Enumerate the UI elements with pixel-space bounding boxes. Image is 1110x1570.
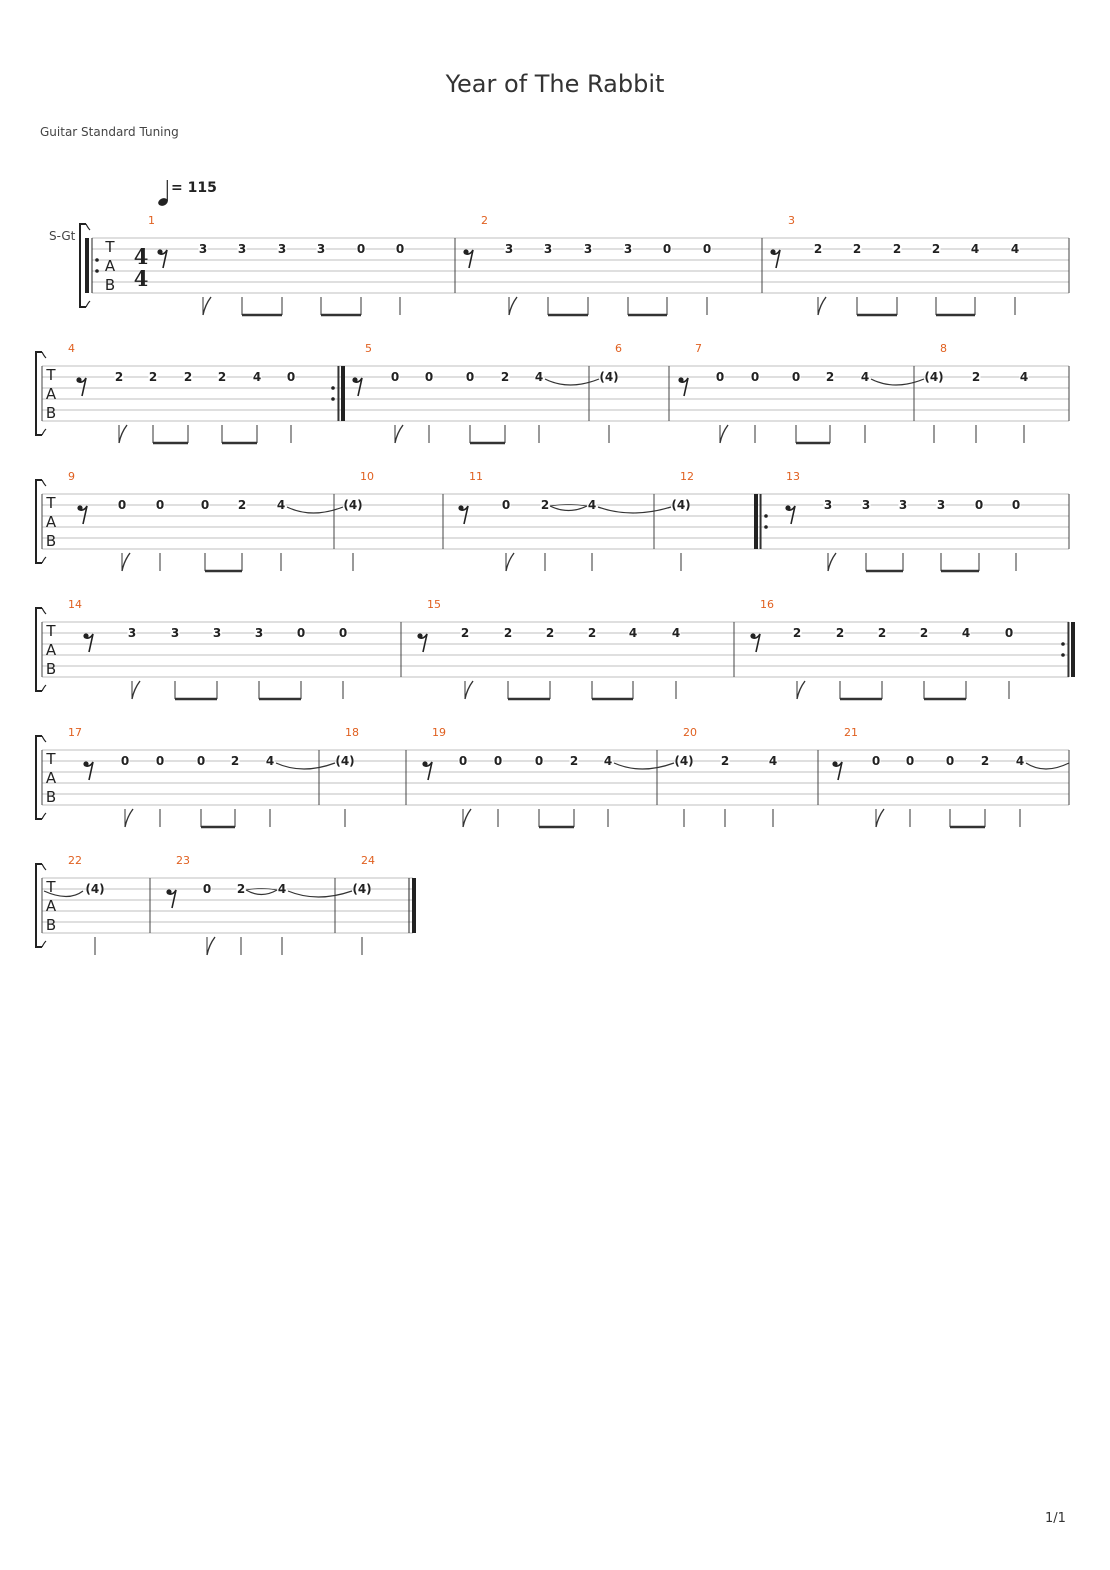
- fret-number: 2: [569, 754, 579, 768]
- fret-number: 0: [202, 882, 212, 896]
- tie-arc: [287, 507, 343, 513]
- measure-number: 10: [360, 470, 374, 483]
- measure-number: 13: [786, 470, 800, 483]
- score-title: Year of The Rabbit: [445, 70, 665, 98]
- fret-number: 2: [230, 754, 240, 768]
- fret-number: 2: [148, 370, 158, 384]
- system-bracket: [36, 864, 42, 947]
- fret-number: 0: [1011, 498, 1021, 512]
- measure-number: 9: [68, 470, 75, 483]
- fret-number: 3: [936, 498, 946, 512]
- tied-fret-number: (4): [674, 754, 694, 768]
- bracket-hook-bottom: [42, 941, 46, 947]
- time-signature-numerator: 4: [133, 244, 149, 269]
- fret-number: 4: [603, 754, 613, 768]
- fret-number: 3: [623, 242, 633, 256]
- fret-number: 0: [871, 754, 881, 768]
- fret-number: 4: [276, 498, 286, 512]
- fret-number: 2: [540, 498, 550, 512]
- measure-number: 18: [345, 726, 359, 739]
- measure-number: 19: [432, 726, 446, 739]
- bracket-hook-top: [42, 352, 46, 358]
- fret-number: 3: [898, 498, 908, 512]
- eighth-rest: [417, 633, 427, 652]
- measure-number: 11: [469, 470, 483, 483]
- fret-number: 0: [750, 370, 760, 384]
- eighth-rest: [352, 377, 362, 396]
- fret-number: 0: [117, 498, 127, 512]
- fret-number: 3: [823, 498, 833, 512]
- fret-number: 3: [277, 242, 287, 256]
- fret-number: 4: [252, 370, 262, 384]
- eighth-flag: [828, 553, 836, 571]
- measure-number: 24: [361, 854, 375, 867]
- tied-fret-number: (4): [85, 882, 105, 896]
- fret-number: 0: [200, 498, 210, 512]
- eighth-rest: [458, 505, 468, 524]
- tab-clef-letter: T: [46, 494, 56, 512]
- repeat-dot: [1061, 642, 1065, 646]
- measure-number: 21: [844, 726, 858, 739]
- fret-number: 4: [768, 754, 778, 768]
- eighth-flag: [797, 681, 805, 699]
- bracket-hook-bottom: [42, 685, 46, 691]
- fret-number: 4: [970, 242, 980, 256]
- fret-number: 0: [120, 754, 130, 768]
- fret-number: 0: [356, 242, 366, 256]
- tied-fret-number: (4): [352, 882, 372, 896]
- repeat-dot: [764, 514, 768, 518]
- tab-clef-letter: T: [46, 878, 56, 896]
- bracket-hook-top: [42, 608, 46, 614]
- tab-clef-letter: A: [45, 769, 57, 787]
- repeat-dot: [1061, 653, 1065, 657]
- fret-number: 0: [662, 242, 672, 256]
- fret-number: 2: [183, 370, 193, 384]
- fret-number: 3: [861, 498, 871, 512]
- fret-number: 4: [277, 882, 287, 896]
- fret-number: 2: [877, 626, 887, 640]
- measure-number: 6: [615, 342, 622, 355]
- fret-number: 0: [286, 370, 296, 384]
- tab-clef-letter: T: [46, 750, 56, 768]
- tie-arc: [288, 891, 352, 897]
- measure-number: 20: [683, 726, 697, 739]
- tab-clef-letter: B: [45, 660, 57, 678]
- fret-number: 4: [1015, 754, 1025, 768]
- repeat-dot: [95, 258, 99, 262]
- tab-clef-letter: T: [46, 622, 56, 640]
- repeat-dot: [764, 525, 768, 529]
- fret-number: 0: [1004, 626, 1014, 640]
- fret-number: 3: [543, 242, 553, 256]
- repeat-dot: [331, 386, 335, 390]
- fret-number: 2: [545, 626, 555, 640]
- fret-number: 0: [338, 626, 348, 640]
- fret-number: 2: [237, 498, 247, 512]
- eighth-flag: [125, 809, 133, 827]
- fret-number: 3: [316, 242, 326, 256]
- measure-number: 1: [148, 214, 155, 227]
- fret-number: 2: [217, 370, 227, 384]
- tab-clef-letter: B: [45, 788, 57, 806]
- tied-fret-number: (4): [924, 370, 944, 384]
- fret-number: 0: [493, 754, 503, 768]
- measure-number: 17: [68, 726, 82, 739]
- fret-number: 0: [974, 498, 984, 512]
- page-number: 1/1: [1045, 1511, 1066, 1526]
- eighth-flag: [720, 425, 728, 443]
- tied-fret-number: (4): [671, 498, 691, 512]
- fret-number: 2: [835, 626, 845, 640]
- bracket-hook-top: [42, 736, 46, 742]
- fret-number: 3: [254, 626, 264, 640]
- eighth-flag: [465, 681, 473, 699]
- tab-clef-letter: B: [45, 532, 57, 550]
- instrument-label: S-Gt: [49, 229, 76, 243]
- fret-number: 2: [460, 626, 470, 640]
- tuning-label: Guitar Standard Tuning: [40, 125, 179, 139]
- tied-fret-number: (4): [343, 498, 363, 512]
- fret-number: 4: [860, 370, 870, 384]
- fret-number: 2: [503, 626, 513, 640]
- fret-number: 2: [792, 626, 802, 640]
- tab-clef-letter: A: [45, 513, 57, 531]
- tab-clef-letter: B: [45, 404, 57, 422]
- time-signature-denominator: 4: [133, 266, 149, 291]
- system-bracket: [36, 480, 42, 563]
- fret-number: 4: [587, 498, 597, 512]
- bracket-hook-bottom: [42, 813, 46, 819]
- tab-clef-letter: A: [45, 897, 57, 915]
- tab-clef-letter: A: [104, 257, 116, 275]
- fret-number: 3: [583, 242, 593, 256]
- fret-number: 0: [702, 242, 712, 256]
- system-bracket: [36, 352, 42, 435]
- eighth-rest: [770, 249, 780, 268]
- fret-number: 0: [296, 626, 306, 640]
- eighth-flag: [122, 553, 130, 571]
- bracket-hook-bottom: [86, 301, 90, 307]
- fret-number: 2: [852, 242, 862, 256]
- bracket-hook-top: [42, 864, 46, 870]
- tab-clef-letter: T: [46, 366, 56, 384]
- measure-number: 22: [68, 854, 82, 867]
- fret-number: 4: [265, 754, 275, 768]
- eighth-flag: [119, 425, 127, 443]
- repeat-dot: [95, 269, 99, 273]
- fret-number: 0: [395, 242, 405, 256]
- fret-number: 2: [236, 882, 246, 896]
- tab-clef-letter: B: [45, 916, 57, 934]
- fret-number: 0: [196, 754, 206, 768]
- eighth-flag: [395, 425, 403, 443]
- fret-number: 2: [587, 626, 597, 640]
- fret-number: 3: [212, 626, 222, 640]
- fret-number: 4: [671, 626, 681, 640]
- fret-number: 0: [458, 754, 468, 768]
- fret-number: 4: [534, 370, 544, 384]
- eighth-rest: [166, 889, 176, 908]
- fret-number: 3: [170, 626, 180, 640]
- eighth-rest: [157, 249, 167, 268]
- measure-number: 16: [760, 598, 774, 611]
- fret-number: 0: [905, 754, 915, 768]
- measure-number: 8: [940, 342, 947, 355]
- fret-number: 3: [198, 242, 208, 256]
- fret-number: 3: [504, 242, 514, 256]
- fret-number: 2: [980, 754, 990, 768]
- tie-arc: [598, 507, 671, 513]
- eighth-rest: [83, 761, 93, 780]
- tab-clef-letter: A: [45, 385, 57, 403]
- eighth-flag: [207, 937, 215, 955]
- eighth-rest: [76, 377, 86, 396]
- tie-arc: [545, 379, 599, 385]
- eighth-rest: [785, 505, 795, 524]
- measure-number: 7: [695, 342, 702, 355]
- fret-number: 2: [919, 626, 929, 640]
- eighth-rest: [750, 633, 760, 652]
- eighth-flag: [506, 553, 514, 571]
- slur-arc: [246, 890, 277, 895]
- tab-clef-letter: B: [104, 276, 116, 294]
- fret-number: 4: [628, 626, 638, 640]
- bracket-hook-top: [86, 224, 90, 230]
- fret-number: 0: [715, 370, 725, 384]
- measure-number: 5: [365, 342, 372, 355]
- measure-number: 2: [481, 214, 488, 227]
- bracket-hook-top: [42, 480, 46, 486]
- fret-number: 2: [813, 242, 823, 256]
- fret-number: 2: [971, 370, 981, 384]
- repeat-dot: [331, 397, 335, 401]
- system-bracket: [36, 736, 42, 819]
- fret-number: 4: [961, 626, 971, 640]
- system-bracket: [36, 608, 42, 691]
- measure-number: 3: [788, 214, 795, 227]
- tempo-marking: = 115: [171, 180, 217, 196]
- fret-number: 3: [127, 626, 137, 640]
- eighth-flag: [509, 297, 517, 315]
- tab-clef-letter: T: [105, 238, 115, 256]
- fret-number: 0: [155, 498, 165, 512]
- eighth-rest: [77, 505, 87, 524]
- fret-number: 2: [892, 242, 902, 256]
- eighth-flag: [203, 297, 211, 315]
- measure-number: 14: [68, 598, 82, 611]
- measure-number: 12: [680, 470, 694, 483]
- fret-number: 0: [155, 754, 165, 768]
- fret-number: 0: [534, 754, 544, 768]
- fret-number: 0: [424, 370, 434, 384]
- bracket-hook-bottom: [42, 557, 46, 563]
- eighth-flag: [876, 809, 884, 827]
- fret-number: 0: [465, 370, 475, 384]
- tie-arc: [871, 379, 924, 385]
- fret-number: 0: [501, 498, 511, 512]
- tab-clef-letter: A: [45, 641, 57, 659]
- tied-fret-number: (4): [335, 754, 355, 768]
- fret-number: 2: [825, 370, 835, 384]
- fret-number: 2: [500, 370, 510, 384]
- fret-number: 4: [1010, 242, 1020, 256]
- eighth-flag: [463, 809, 471, 827]
- fret-number: 2: [720, 754, 730, 768]
- fret-number: 0: [791, 370, 801, 384]
- bracket-hook-bottom: [42, 429, 46, 435]
- fret-number: 2: [114, 370, 124, 384]
- tied-fret-number: (4): [599, 370, 619, 384]
- eighth-rest: [83, 633, 93, 652]
- eighth-rest: [678, 377, 688, 396]
- slur-arc: [550, 506, 587, 511]
- eighth-rest: [422, 761, 432, 780]
- eighth-rest: [832, 761, 842, 780]
- eighth-rest: [463, 249, 473, 268]
- measure-number: 4: [68, 342, 75, 355]
- eighth-flag: [132, 681, 140, 699]
- measure-number: 15: [427, 598, 441, 611]
- measure-number: 23: [176, 854, 190, 867]
- tie-arc: [614, 763, 674, 769]
- fret-number: 0: [945, 754, 955, 768]
- tie-arc: [1026, 763, 1069, 769]
- fret-number: 0: [390, 370, 400, 384]
- eighth-flag: [818, 297, 826, 315]
- fret-number: 4: [1019, 370, 1029, 384]
- tie-arc: [276, 763, 335, 769]
- fret-number: 3: [237, 242, 247, 256]
- fret-number: 2: [931, 242, 941, 256]
